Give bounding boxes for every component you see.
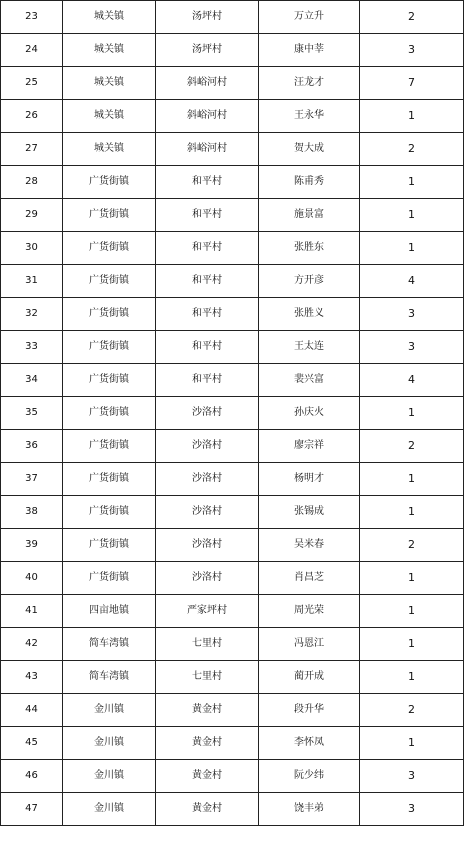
row-number-cell: 35 bbox=[1, 397, 63, 430]
count-cell: 1 bbox=[360, 496, 464, 529]
person-name-cell: 肖昌芝 bbox=[259, 562, 360, 595]
town-cell: 广货街镇 bbox=[63, 265, 156, 298]
town-cell: 广货街镇 bbox=[63, 430, 156, 463]
table-row bbox=[1, 67, 464, 100]
town-cell: 广货街镇 bbox=[63, 529, 156, 562]
count-cell: 3 bbox=[360, 34, 464, 67]
table-row bbox=[1, 661, 464, 694]
village-cell: 七里村 bbox=[156, 628, 259, 661]
village-cell: 斜峪河村 bbox=[156, 100, 259, 133]
row-number-cell: 40 bbox=[1, 562, 63, 595]
row-number-cell: 24 bbox=[1, 34, 63, 67]
count-cell: 1 bbox=[360, 166, 464, 199]
person-name-cell: 施景富 bbox=[259, 199, 360, 232]
table-row bbox=[1, 496, 464, 529]
row-number-cell: 43 bbox=[1, 661, 63, 694]
town-cell: 广货街镇 bbox=[63, 166, 156, 199]
town-cell: 金川镇 bbox=[63, 793, 156, 826]
person-name-cell: 张胜东 bbox=[259, 232, 360, 265]
village-cell: 汤坪村 bbox=[156, 34, 259, 67]
row-number-cell: 31 bbox=[1, 265, 63, 298]
person-name-cell: 方开彦 bbox=[259, 265, 360, 298]
person-name-cell: 杨明才 bbox=[259, 463, 360, 496]
town-cell: 广货街镇 bbox=[63, 562, 156, 595]
table-row bbox=[1, 727, 464, 760]
row-number-cell: 23 bbox=[1, 1, 63, 34]
row-number-cell: 30 bbox=[1, 232, 63, 265]
town-cell: 广货街镇 bbox=[63, 199, 156, 232]
town-cell: 金川镇 bbox=[63, 727, 156, 760]
village-cell: 和平村 bbox=[156, 166, 259, 199]
count-cell: 4 bbox=[360, 364, 464, 397]
person-name-cell: 李怀凤 bbox=[259, 727, 360, 760]
town-cell: 城关镇 bbox=[63, 100, 156, 133]
table-row bbox=[1, 562, 464, 595]
count-cell: 1 bbox=[360, 661, 464, 694]
village-cell: 和平村 bbox=[156, 364, 259, 397]
table-row bbox=[1, 628, 464, 661]
village-cell: 沙洛村 bbox=[156, 430, 259, 463]
village-cell: 黄金村 bbox=[156, 760, 259, 793]
person-name-cell: 阮少纬 bbox=[259, 760, 360, 793]
table-row bbox=[1, 430, 464, 463]
table-row bbox=[1, 166, 464, 199]
count-cell: 1 bbox=[360, 397, 464, 430]
town-cell: 城关镇 bbox=[63, 133, 156, 166]
person-name-cell: 吴米春 bbox=[259, 529, 360, 562]
town-cell: 广货街镇 bbox=[63, 496, 156, 529]
count-cell: 1 bbox=[360, 199, 464, 232]
town-cell: 金川镇 bbox=[63, 694, 156, 727]
count-cell: 2 bbox=[360, 1, 464, 34]
row-number-cell: 29 bbox=[1, 199, 63, 232]
village-cell: 斜峪河村 bbox=[156, 67, 259, 100]
count-cell: 2 bbox=[360, 133, 464, 166]
row-number-cell: 32 bbox=[1, 298, 63, 331]
table-row bbox=[1, 463, 464, 496]
town-cell: 城关镇 bbox=[63, 34, 156, 67]
town-cell: 广货街镇 bbox=[63, 331, 156, 364]
village-cell: 和平村 bbox=[156, 232, 259, 265]
row-number-cell: 28 bbox=[1, 166, 63, 199]
table-row bbox=[1, 793, 464, 826]
village-cell: 和平村 bbox=[156, 199, 259, 232]
person-name-cell: 段升华 bbox=[259, 694, 360, 727]
person-name-cell: 陈甫秀 bbox=[259, 166, 360, 199]
table-row bbox=[1, 298, 464, 331]
town-cell: 四亩地镇 bbox=[63, 595, 156, 628]
table-row bbox=[1, 232, 464, 265]
town-cell: 广货街镇 bbox=[63, 463, 156, 496]
row-number-cell: 41 bbox=[1, 595, 63, 628]
count-cell: 1 bbox=[360, 232, 464, 265]
count-cell: 3 bbox=[360, 793, 464, 826]
person-name-cell: 冯恩江 bbox=[259, 628, 360, 661]
row-number-cell: 44 bbox=[1, 694, 63, 727]
person-name-cell: 王永华 bbox=[259, 100, 360, 133]
town-cell: 广货街镇 bbox=[63, 232, 156, 265]
table-row bbox=[1, 331, 464, 364]
town-cell: 简车湾镇 bbox=[63, 661, 156, 694]
count-cell: 3 bbox=[360, 760, 464, 793]
village-cell: 汤坪村 bbox=[156, 1, 259, 34]
row-number-cell: 27 bbox=[1, 133, 63, 166]
table-row bbox=[1, 694, 464, 727]
count-cell: 2 bbox=[360, 694, 464, 727]
row-number-cell: 34 bbox=[1, 364, 63, 397]
table-row bbox=[1, 199, 464, 232]
village-cell: 沙洛村 bbox=[156, 496, 259, 529]
count-cell: 7 bbox=[360, 67, 464, 100]
table-row bbox=[1, 1, 464, 34]
table-row bbox=[1, 397, 464, 430]
table-row bbox=[1, 595, 464, 628]
count-cell: 2 bbox=[360, 430, 464, 463]
person-name-cell: 蔺开成 bbox=[259, 661, 360, 694]
town-cell: 城关镇 bbox=[63, 67, 156, 100]
count-cell: 1 bbox=[360, 463, 464, 496]
village-cell: 沙洛村 bbox=[156, 463, 259, 496]
row-number-cell: 47 bbox=[1, 793, 63, 826]
count-cell: 1 bbox=[360, 100, 464, 133]
table-row bbox=[1, 760, 464, 793]
town-cell: 广货街镇 bbox=[63, 397, 156, 430]
person-name-cell: 王太连 bbox=[259, 331, 360, 364]
village-cell: 黄金村 bbox=[156, 727, 259, 760]
row-number-cell: 42 bbox=[1, 628, 63, 661]
table-row bbox=[1, 364, 464, 397]
table-row bbox=[1, 100, 464, 133]
village-cell: 沙洛村 bbox=[156, 397, 259, 430]
person-name-cell: 周光荣 bbox=[259, 595, 360, 628]
village-cell: 黄金村 bbox=[156, 694, 259, 727]
village-cell: 七里村 bbox=[156, 661, 259, 694]
village-cell: 黄金村 bbox=[156, 793, 259, 826]
village-cell: 和平村 bbox=[156, 298, 259, 331]
table-body bbox=[1, 1, 464, 826]
table-row bbox=[1, 265, 464, 298]
town-cell: 广货街镇 bbox=[63, 298, 156, 331]
row-number-cell: 33 bbox=[1, 331, 63, 364]
person-name-cell: 汪龙才 bbox=[259, 67, 360, 100]
count-cell: 3 bbox=[360, 298, 464, 331]
person-name-cell: 康中莘 bbox=[259, 34, 360, 67]
row-number-cell: 36 bbox=[1, 430, 63, 463]
row-number-cell: 26 bbox=[1, 100, 63, 133]
person-name-cell: 万立升 bbox=[259, 1, 360, 34]
person-name-cell: 廖宗祥 bbox=[259, 430, 360, 463]
count-cell: 3 bbox=[360, 331, 464, 364]
village-cell: 沙洛村 bbox=[156, 529, 259, 562]
row-number-cell: 25 bbox=[1, 67, 63, 100]
count-cell: 4 bbox=[360, 265, 464, 298]
person-name-cell: 张胜义 bbox=[259, 298, 360, 331]
row-number-cell: 46 bbox=[1, 760, 63, 793]
row-number-cell: 37 bbox=[1, 463, 63, 496]
person-name-cell: 饶丰弟 bbox=[259, 793, 360, 826]
table-row bbox=[1, 133, 464, 166]
count-cell: 1 bbox=[360, 595, 464, 628]
row-number-cell: 38 bbox=[1, 496, 63, 529]
village-cell: 和平村 bbox=[156, 331, 259, 364]
person-name-cell: 张锡成 bbox=[259, 496, 360, 529]
count-cell: 1 bbox=[360, 727, 464, 760]
table-row bbox=[1, 34, 464, 67]
town-cell: 金川镇 bbox=[63, 760, 156, 793]
village-cell: 和平村 bbox=[156, 265, 259, 298]
person-name-cell: 裴兴富 bbox=[259, 364, 360, 397]
count-cell: 1 bbox=[360, 562, 464, 595]
table-row bbox=[1, 529, 464, 562]
town-cell: 简车湾镇 bbox=[63, 628, 156, 661]
person-name-cell: 贺大成 bbox=[259, 133, 360, 166]
town-cell: 广货街镇 bbox=[63, 364, 156, 397]
count-cell: 1 bbox=[360, 628, 464, 661]
village-cell: 沙洛村 bbox=[156, 562, 259, 595]
village-cell: 严家坪村 bbox=[156, 595, 259, 628]
village-cell: 斜峪河村 bbox=[156, 133, 259, 166]
row-number-cell: 39 bbox=[1, 529, 63, 562]
person-name-cell: 孙庆火 bbox=[259, 397, 360, 430]
row-number-cell: 45 bbox=[1, 727, 63, 760]
count-cell: 2 bbox=[360, 529, 464, 562]
town-cell: 城关镇 bbox=[63, 1, 156, 34]
